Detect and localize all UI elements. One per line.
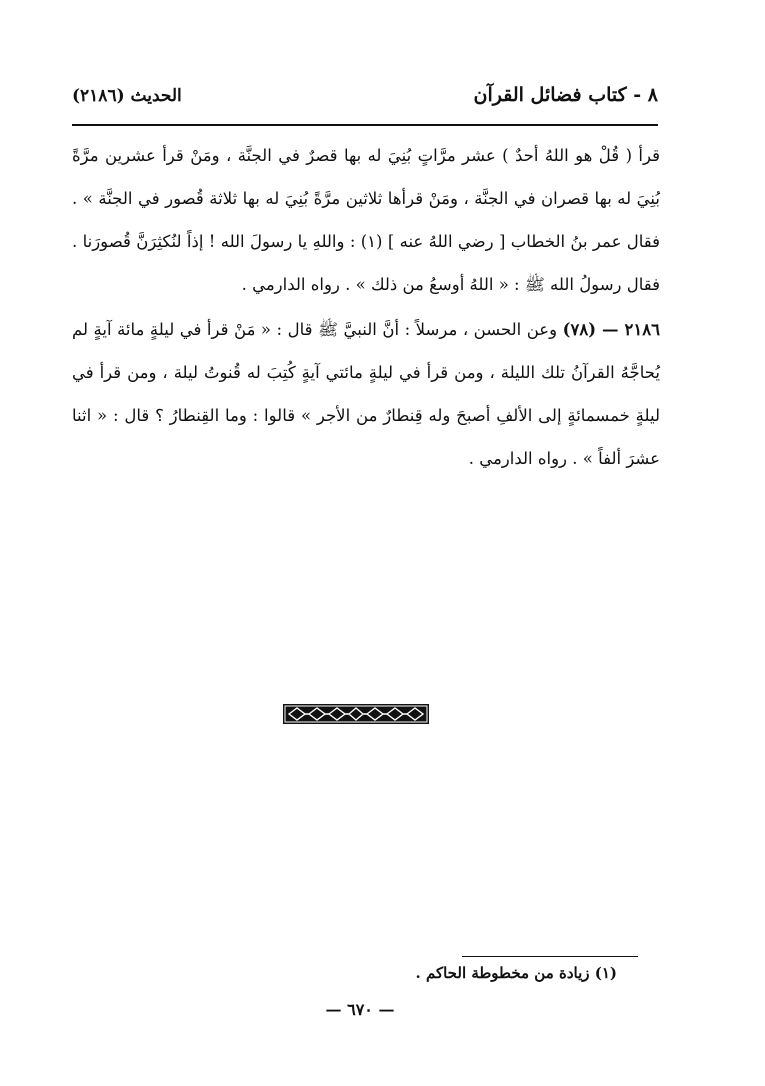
section-divider-ornament-icon (283, 704, 429, 724)
paragraph-text: وعن الحسن ، مرسلاً : أنَّ النبيَّ ﷺ قال : « مَنْ قرأ في ليلةٍ مائة آيةٍ لم يُحاجَّهُ القرآنُ تلك الليلة ، ومن قرأ في ليلةٍ مائتي آيةٍ كُتِبَ له قُنوتُ ليلة ، ومن قرأ في ليلةٍ خمسمائةٍ إلى الألفِ أصبحَ وله قِنطارٌ من الأجر » قالوا : وما القِنطارُ ؟ قال : « اثنا عشرَ ألفاً » . رواه الدارمي . (72, 320, 660, 468)
hadith-reference: الحديث (٢١٨٦) (72, 86, 182, 106)
book-title: ٨ - كتاب فضائل القرآن (473, 84, 658, 106)
hadith-number: ٢١٨٦ — (٧٨) (562, 320, 660, 339)
footnote-rule (462, 956, 638, 957)
main-text (72, 134, 660, 480)
header-rule (72, 124, 658, 126)
paragraph-continuation (72, 134, 660, 306)
paragraph-text: قرأ ( قُلْ هو اللهُ أحدٌ ) عشر مرَّاتٍ بُنِيَ له بها قصرٌ في الجنَّة ، ومَنْ قرأ عشرين مرَّةً بُنِيَ له بها قصران في الجنَّة ، ومَنْ قرأها ثلاثين مرَّةً بُنِيَ له بها ثلاثة قُصور في الجنَّة » . فقال عمر بنُ الخطاب [ رضي اللهُ عنه ] (١) : واللهِ يا رسولَ الله ! إذاً لنُكثِرَنَّ قُصورَنا . فقال رسولُ الله ﷺ : « اللهُ أوسعُ من ذلك » . رواه الدارمي . (72, 146, 660, 294)
running-header (72, 82, 658, 118)
paragraph-hadith (72, 308, 660, 480)
footnote: (١) زيادة من مخطوطة الحاكم . (415, 964, 617, 982)
page-number: — ٦٧٠ — (325, 1000, 395, 1019)
